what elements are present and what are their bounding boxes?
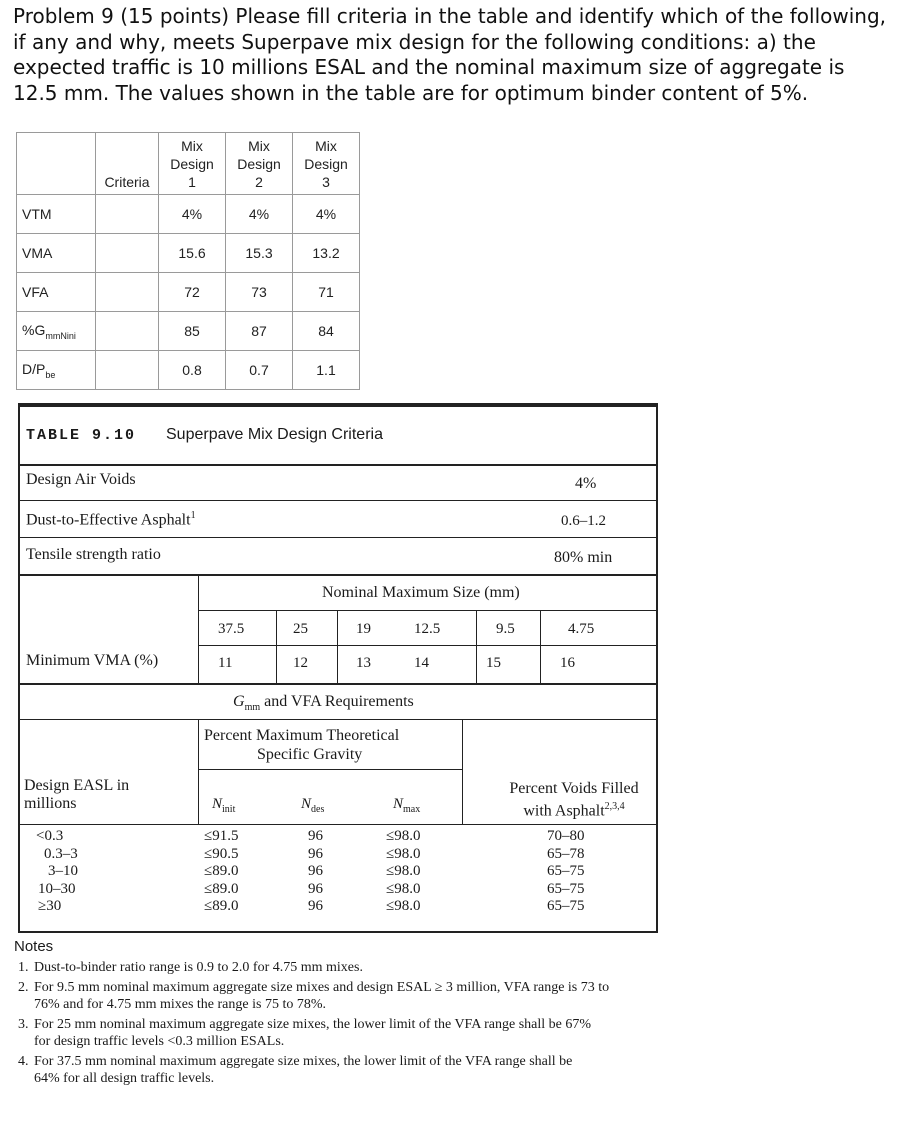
row-label-vma: VMA (17, 234, 96, 273)
tensile-value: 80% min (554, 549, 613, 566)
table-left-border (18, 403, 20, 933)
vfa-row-3: 65–75 (547, 863, 585, 879)
vfa-row-1: 70–80 (547, 828, 585, 844)
note-item: 1. Dust-to-binder ratio range is 0.9 to 2.0 for 4.75 mm mixes. (32, 959, 894, 976)
esal-row-5: ≥30 (38, 898, 62, 914)
vfa-row-4: 65–75 (547, 880, 585, 897)
n-des-row-4: 96 (308, 880, 323, 897)
row-label-vfa: VFA (17, 273, 96, 312)
criteria-header: Criteria (96, 133, 159, 195)
divider (18, 683, 658, 685)
design-esal-header: Design EASL in millions (24, 777, 130, 812)
table-cell: 13.2 (293, 234, 360, 273)
row-label-vtm: VTM (17, 195, 96, 234)
table-cell: 1.1 (293, 351, 360, 390)
divider (18, 464, 658, 466)
n-des-values (308, 828, 323, 916)
n-init-values (204, 828, 238, 916)
divider (18, 824, 658, 825)
min-vma-9-5: 15 (486, 655, 501, 671)
divider (276, 611, 277, 683)
divider (540, 611, 541, 683)
table-row (17, 312, 360, 351)
divider (18, 537, 658, 538)
mix-design-3-header: Mix Design 3 (293, 133, 360, 195)
esal-row-3: 3–10 (48, 863, 78, 879)
table-cell: 87 (226, 312, 293, 351)
esal-row-4: 10–30 (38, 880, 76, 897)
table-cell: 84 (293, 312, 360, 351)
note-item: 4. For 37.5 mm nominal maximum aggregate size mixes, the lower limit of the VFA range shall be 64% for all design traffic levels. (32, 1053, 594, 1087)
table-cell: 15.3 (226, 234, 293, 273)
n-des-row-3: 96 (308, 863, 323, 879)
n-max-header: $N_{max}$ (393, 796, 421, 815)
n-des-row-5: 96 (308, 898, 323, 914)
min-vma-4-75: 16 (560, 655, 575, 671)
min-vma-19: 13 (356, 655, 371, 671)
vfa-row-5: 65–75 (547, 898, 585, 914)
table-right-border (656, 403, 658, 933)
n-max-row-5: ≤98.0 (386, 898, 421, 914)
divider (198, 720, 199, 824)
esal-row-2: 0.3–3 (44, 845, 78, 862)
divider (18, 719, 658, 720)
divider (462, 720, 463, 824)
n-des-row-2: 96 (308, 845, 323, 862)
mix-design-2-header: Mix Design 2 (226, 133, 293, 195)
n-init-row-4: ≤89.0 (204, 880, 239, 897)
table-cell: 4% (226, 195, 293, 234)
table-cell: 73 (226, 273, 293, 312)
table-cell: 72 (159, 273, 226, 312)
pmtsg-line-1: Percent Maximum Theoretical (204, 727, 400, 744)
min-vma-12-5: 14 (414, 655, 429, 671)
n-max-row-3: ≤98.0 (386, 863, 421, 879)
divider (476, 611, 477, 683)
n-max-values (386, 828, 420, 916)
table-row (17, 195, 360, 234)
table-top-rule (18, 403, 658, 407)
min-vma-37-5: 11 (218, 655, 233, 671)
size-4-75: 4.75 (568, 621, 595, 637)
criteria-input-vma[interactable] (96, 234, 159, 273)
table-row (17, 351, 360, 390)
criteria-input-dp-be[interactable] (96, 351, 159, 390)
superpave-criteria-table (18, 403, 658, 933)
vfa-values (547, 828, 585, 916)
vfa-header: Percent Voids Filled with Asphalt$^{2,3,4}$ (509, 780, 639, 820)
note-item: 2. For 9.5 mm nominal maximum aggregate size mixes and design ESAL ≥ 3 million, VFA range is 73 to 76% and for 4.75 mm mixes the range is 75 to 78%. (32, 979, 634, 1013)
table-bottom-border (18, 931, 658, 933)
n-max-row-4: ≤98.0 (386, 880, 421, 897)
size-37-5: 37.5 (218, 621, 245, 637)
n-init-row-3: ≤89.0 (204, 863, 239, 879)
vfa-row-2: 65–78 (547, 845, 585, 862)
divider (198, 575, 199, 683)
n-init-row-5: ≤89.0 (204, 898, 239, 914)
problem-statement (13, 4, 893, 106)
n-max-row-2: ≤98.0 (386, 845, 421, 862)
divider (18, 500, 658, 501)
criteria-input-vtm[interactable] (96, 195, 159, 234)
nominal-max-size-header: Nominal Maximum Size (mm) (322, 584, 520, 601)
size-19: 19 (356, 621, 371, 637)
n-des-header: $N_{des}$ (301, 796, 325, 815)
n-max-row-1: ≤98.0 (386, 828, 421, 844)
table-cell: 4% (159, 195, 226, 234)
n-init-row-1: ≤91.5 (204, 828, 239, 844)
divider (18, 574, 658, 576)
divider (337, 611, 338, 683)
table-caption: Superpave Mix Design Criteria (166, 426, 383, 443)
size-9-5: 9.5 (496, 621, 515, 637)
dust-value: 0.6–1.2 (561, 513, 606, 529)
problem-text: Problem 9 (15 points) Please fill criteria in the table and identify which of the following, if any and why, meets Superpave mix design for the following conditions: a) the expected traffic is 10 millions ESAL and the nominal maximum size of aggregate is 12.5 mm. The values shown in the table are for optimum binder content of 5%. (13, 4, 887, 105)
min-vma-25: 12 (293, 655, 308, 671)
table-cell: 0.8 (159, 351, 226, 390)
table-cell: 85 (159, 312, 226, 351)
row-label-gmm-nini: $\%G_{mmNini}$ (17, 312, 96, 351)
table-cell: 0.7 (226, 351, 293, 390)
table-number: TABLE 9.10 (26, 427, 137, 444)
table-cell: 4% (293, 195, 360, 234)
min-vma-label: Minimum VMA (%) (26, 652, 159, 669)
esal-values (36, 828, 78, 916)
notes-section (14, 938, 894, 1090)
table-cell: 15.6 (159, 234, 226, 273)
size-25: 25 (293, 621, 308, 637)
mix-design-1-header: Mix Design 1 (159, 133, 226, 195)
n-des-row-1: 96 (308, 828, 323, 844)
row-label-dp-be: $D/P_{be}$ (17, 351, 96, 390)
table-cell: 71 (293, 273, 360, 312)
pmtsg-line-2: Specific Gravity (257, 746, 363, 763)
n-init-header: $N_{init}$ (212, 796, 236, 815)
note-item: 3. For 25 mm nominal maximum aggregate size mixes, the lower limit of the VFA range shall be 67% for design traffic levels <0.3 million ESALs. (32, 1016, 594, 1050)
criteria-input-vfa[interactable] (96, 273, 159, 312)
fill-in-table (16, 132, 360, 390)
criteria-input-gmm-nini[interactable] (96, 312, 159, 351)
tensile-label: Tensile strength ratio (26, 546, 161, 563)
corner-cell (17, 133, 96, 195)
divider (198, 645, 658, 646)
fill-table-header-row (17, 133, 360, 195)
n-init-row-2: ≤90.5 (204, 845, 239, 862)
divider (198, 769, 462, 770)
esal-row-1: <0.3 (36, 828, 64, 844)
table-row (17, 273, 360, 312)
gmm-vfa-header: $G_{mm}$ and VFA Requirements (233, 693, 414, 714)
notes-list (14, 959, 894, 1087)
size-12-5: 12.5 (414, 621, 441, 637)
notes-header: Notes (14, 938, 54, 955)
design-air-voids-label: Design Air Voids (26, 471, 136, 488)
dust-label: Dust-to-Effective Asphalt$^1$ (26, 510, 196, 529)
divider (198, 610, 658, 611)
design-air-voids-value: 4% (575, 475, 597, 492)
table-row (17, 234, 360, 273)
